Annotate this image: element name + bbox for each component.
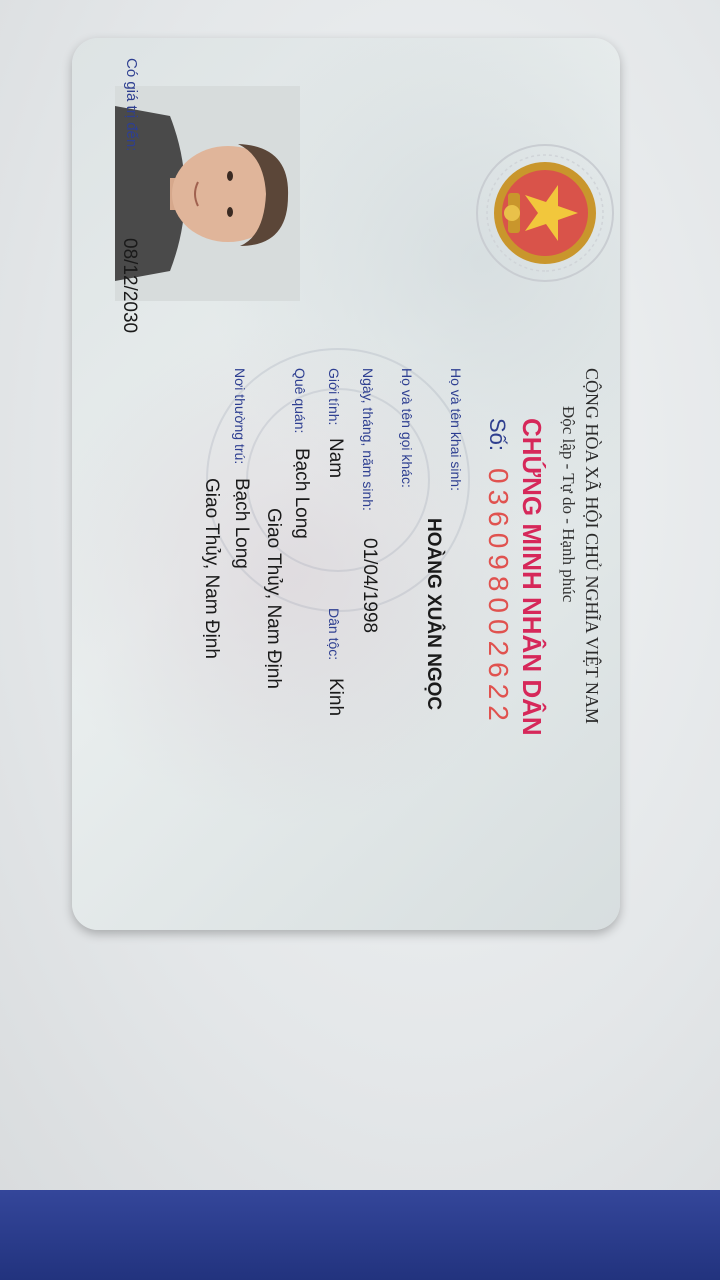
- ethnicity-value: Kinh: [325, 678, 346, 717]
- national-emblem-icon: [470, 138, 620, 288]
- hometown-line2: Giao Thủy, Nam Định: [263, 508, 284, 689]
- residence-line2: Giao Thủy, Nam Định: [201, 478, 222, 659]
- portrait-photo: [115, 86, 300, 301]
- portrait-icon: [115, 86, 300, 301]
- id-card-face: [72, 38, 620, 930]
- country-name: CỘNG HÒA XÃ HỘI CHỦ NGHĨA VIỆT NAM: [582, 368, 602, 724]
- residence-label: Nơi thường trú:: [232, 368, 248, 465]
- id-card: [72, 38, 620, 930]
- id-number-label: Số:: [485, 418, 510, 452]
- other-name-label: Họ và tên gọi khác:: [399, 368, 415, 488]
- expiry-label: Có giá trị đến:: [123, 58, 140, 152]
- expiry-date: 08/12/2030: [119, 238, 140, 334]
- hometown-line1: Bạch Long: [291, 448, 312, 539]
- full-name: HOÀNG XUÂN NGỌC: [423, 518, 444, 711]
- dob-label: Ngày, tháng, năm sinh:: [360, 368, 376, 511]
- card-title: CHỨNG MINH NHÂN DÂN: [517, 418, 547, 736]
- gender-label: Giới tính:: [326, 368, 342, 426]
- hometown-label: Quê quán:: [292, 368, 308, 434]
- blue-cloth: [0, 1190, 720, 1280]
- ethnicity-label: Dân tộc:: [326, 608, 342, 661]
- birth-name-label: Họ và tên khai sinh:: [448, 368, 464, 491]
- gender-value: Nam: [325, 438, 346, 479]
- residence-line1: Bạch Long: [231, 478, 252, 569]
- id-number: 036098002622: [483, 468, 514, 727]
- dob-value: 01/04/1998: [359, 538, 380, 634]
- motto: Độc lập - Tự do - Hạnh phúc: [559, 406, 578, 603]
